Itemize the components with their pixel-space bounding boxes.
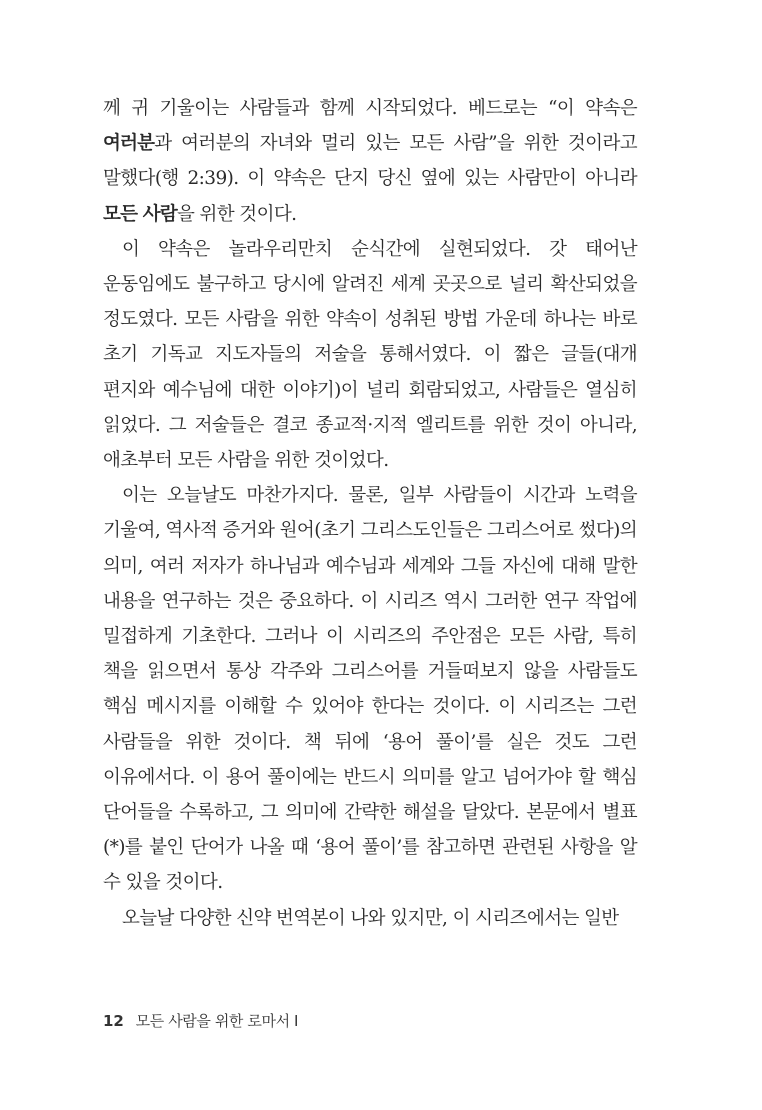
- paragraph: [103, 232, 637, 478]
- body-text: [103, 91, 637, 936]
- paragraph-text: 과 여러분의 자녀와 멀리 있는 모든 사람”을 위한 것이라고 말했다(행 2:39). 이 약속은 단지 당신 옆에 있는 사람만이 아니라: [103, 133, 637, 190]
- paragraph-text: 이는 오늘날도 마찬가지다. 물론, 일부 사람들이 시간과 노력을 기울여, 역사적 증거와 원어(초기 그리스도인들은 그리스어로 썼다)의 의미, 여러 저자가 하나님과 예수님과 세계와 그들 자신에 대해 말한 내용을 연구하는 것은 중요하다. 이 시리즈 역시 그러한 연구 작업에 밀접하게 기초한다. 그러나 이 시리즈의 주안점은 모든 사람, 특히 책을 읽으면서 통상 각주와 그리스어를 거들떠보지 않을 사람들도 핵심 메시지를 이해할 수 있어야 한다는 것이다. 이 시리즈는 그런 사람들을 위한 것이다. 책 뒤에 ‘용어 풀이’를 실은 것도 그런 이유에서다. 이 용어 풀이에는 반드시 의미를 알고 넘어가야 할 핵심 단어들을 수록하고, 그 의미에 간략한 해설을 달았다. 본문에서 별표(*)를 붙인 단어가 나올 때 ‘용어 풀이’를 참고하면 관련된 사항을 알 수 있을 것이다.: [103, 485, 637, 894]
- emphasized-text: 모든 사람: [103, 203, 177, 225]
- emphasized-text: 여러분: [103, 133, 155, 155]
- paragraph: [103, 91, 637, 232]
- paragraph-text: 께 귀 기울이는 사람들과 함께 시작되었다. 베드로는 “이 약속은: [103, 98, 637, 119]
- paragraph: [103, 478, 637, 900]
- paragraph-text: 을 위한 것이다.: [176, 203, 297, 225]
- paragraph: [103, 901, 637, 936]
- running-title: 모든 사람을 위한 로마서 I: [135, 1012, 299, 1030]
- paragraph-text: 이 약속은 놀라우리만치 순식간에 실현되었다. 갓 태어난 운동임에도 불구하고 당시에 알려진 세계 곳곳으로 널리 확산되었을 정도였다. 모든 사람을 위한 약속이 성취된 방법 가운데 하나는 바로 초기 기독교 지도자들의 저술을 통해서였다. 이 짧은 글들(대개 편지와 예수님에 대한 이야기)이 널리 회람되었고, 사람들은 열심히 읽었다. 그 저술들은 결코 종교적·지적 엘리트를 위한 것이 아니라, 애초부터 모든 사람을 위한 것이었다.: [103, 238, 637, 472]
- page-footer: [103, 1010, 298, 1031]
- page-number: 12: [103, 1012, 124, 1030]
- paragraph-text: 오늘날 다양한 신약 번역본이 나와 있지만, 이 시리즈에서는 일반: [122, 907, 619, 929]
